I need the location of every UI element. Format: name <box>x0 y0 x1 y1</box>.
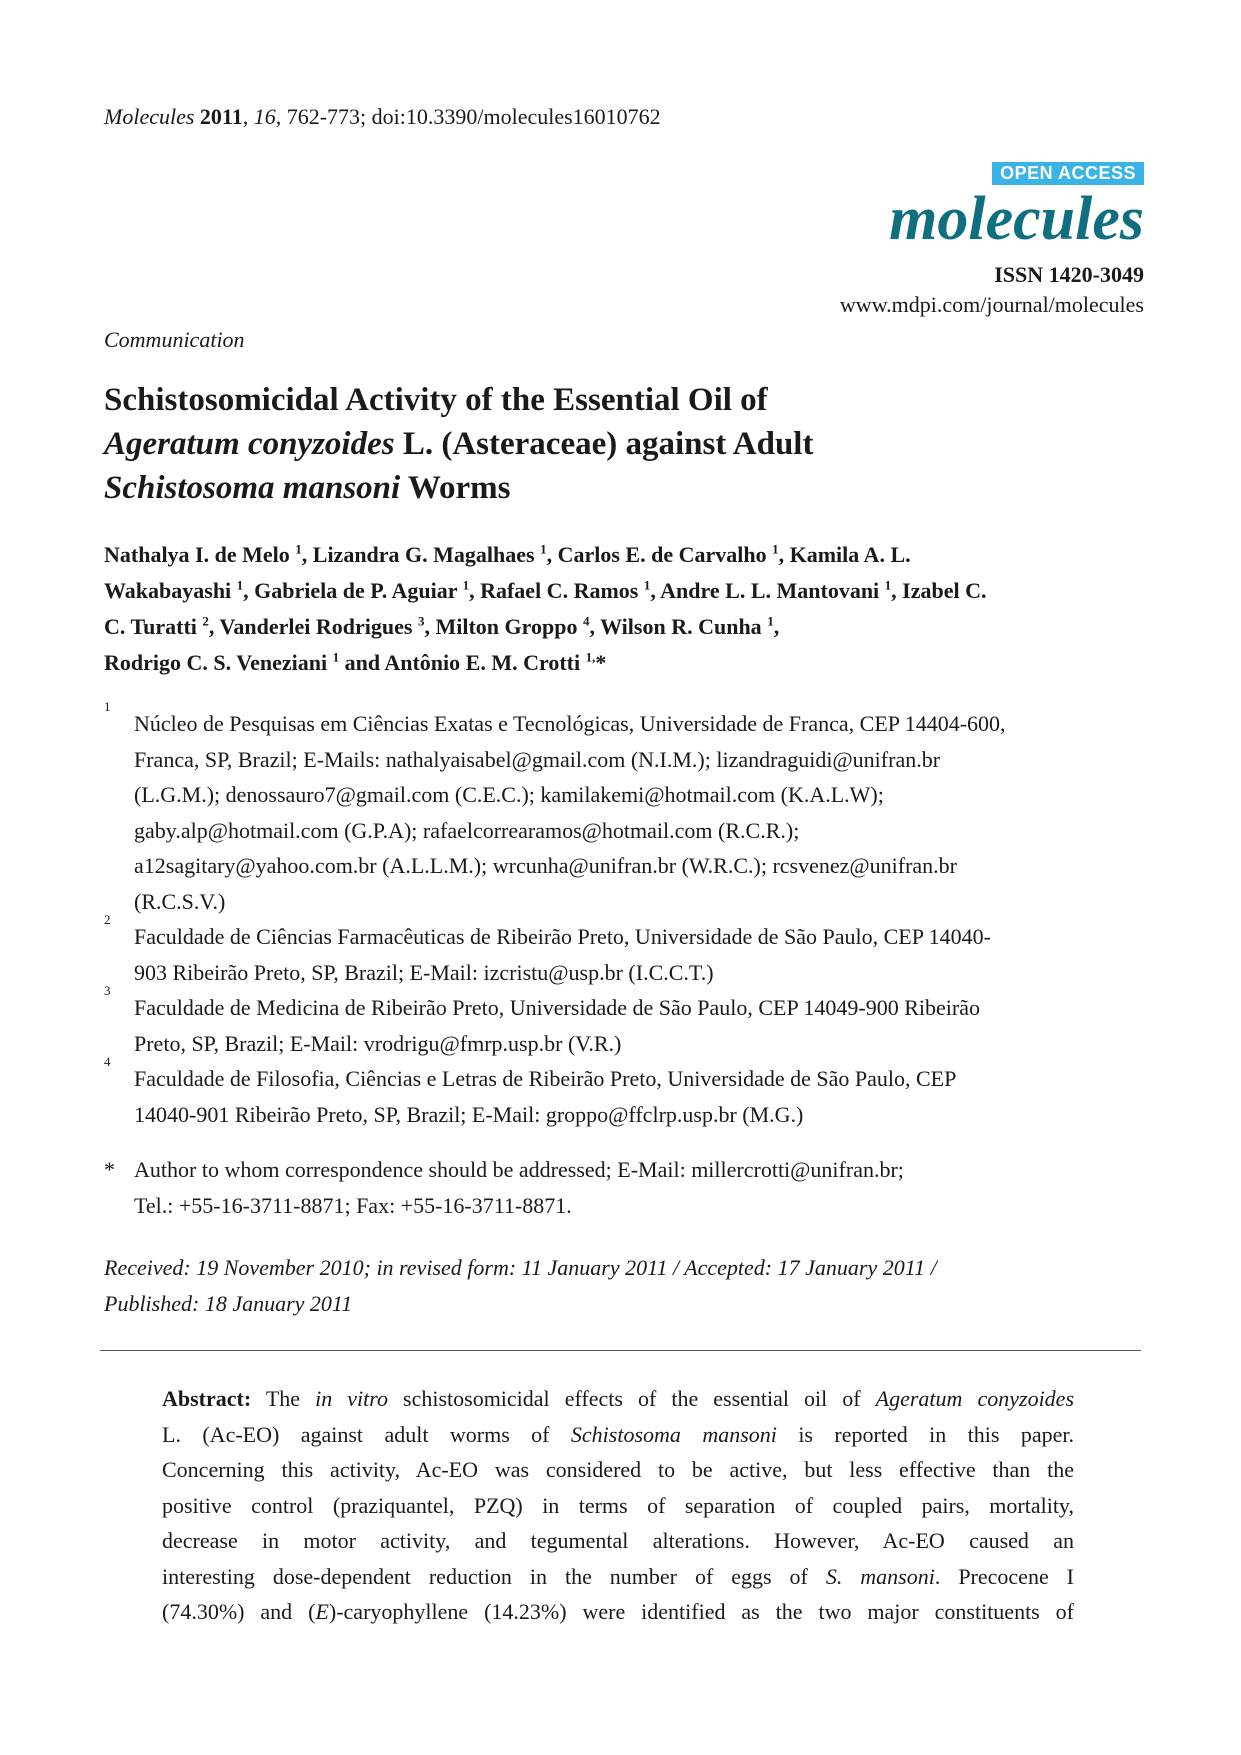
section-divider <box>100 1350 1141 1351</box>
affiliation-item <box>104 1054 1144 1132</box>
affiliation-line: 14040-901 Ribeirão Preto, SP, Brazil; E-Mail: groppo@ffclrp.usp.br (M.G.) <box>134 1101 804 1127</box>
abstract-line-4: positive control (praziquantel, PZQ) in terms of separation of coupled pairs, mortality, <box>162 1492 1074 1518</box>
abstract-text: is reported in this paper. <box>776 1421 1074 1447</box>
abstract-label: Abstract: <box>162 1386 252 1411</box>
correspondence-line-2: Tel.: +55-16-3711-8871; Fax: +55-16-3711-8871. <box>134 1192 572 1218</box>
publication-dates <box>104 1250 1144 1321</box>
author-affiliation-marker: 3 <box>417 613 425 629</box>
author-separator: , <box>778 542 790 567</box>
author-name: Izabel C. <box>902 578 987 603</box>
author-affiliation-marker: 1 <box>295 541 302 557</box>
open-access-badge: OPEN ACCESS <box>992 162 1144 185</box>
journal-url[interactable]: www.mdpi.com/journal/molecules <box>839 292 1144 317</box>
journal-logo: molecules <box>889 185 1144 253</box>
author-line <box>104 573 1144 609</box>
title-line-3-rest: Worms <box>400 470 511 506</box>
title-species-2: Schistosoma mansoni <box>104 470 401 506</box>
author-affiliation-marker: 1 <box>236 577 244 593</box>
affiliation-line: (R.C.S.V.) <box>134 888 226 914</box>
abstract-italic: in vitro <box>315 1386 388 1411</box>
abstract <box>162 1381 1074 1630</box>
author-line <box>104 645 1144 681</box>
author-line <box>104 537 1144 573</box>
issn: ISSN 1420-3049 <box>994 262 1144 287</box>
affiliation-line: Faculdade de Medicina de Ribeirão Preto, Universidade de São Paulo, CEP 14049-900 Ribeirão <box>134 995 980 1020</box>
author-affiliation-marker: 1 <box>332 649 340 665</box>
author-affiliation-marker: 1 <box>772 541 779 557</box>
abstract-text: The <box>251 1386 316 1411</box>
author-affiliation-marker: 1 <box>540 541 547 557</box>
affiliation-list <box>104 699 1144 1132</box>
citation-year: 2011 <box>199 104 243 129</box>
author-line <box>104 609 1144 645</box>
author-separator: , <box>301 542 313 567</box>
author-name: Nathalya I. de Melo <box>104 542 296 567</box>
author-separator: , <box>891 578 903 603</box>
affiliation-line: a12sagitary@yahoo.com.br (A.L.L.M.); wrcunha@unifran.br (W.R.C.); rcsvenez@unifran.br <box>134 853 958 878</box>
author-name: Wakabayashi <box>104 578 237 603</box>
author-list <box>104 537 1144 681</box>
author-name: C. Turatti <box>104 614 203 639</box>
author-name: Gabriela de P. Aguiar <box>254 578 463 603</box>
abstract-text: schistosomicidal effects of the essential oil of <box>387 1386 876 1411</box>
author-separator: , <box>469 578 481 603</box>
affiliation-item <box>104 699 1144 919</box>
correspondence <box>104 1152 1144 1223</box>
author-name: Wilson R. Cunha <box>600 614 768 639</box>
author-name: Rafael C. Ramos <box>480 578 644 603</box>
author-affiliation-marker: 4 <box>582 613 590 629</box>
affiliation-line: Núcleo de Pesquisas em Ciências Exatas e Tecnológicas, Universidade de Franca, CEP 14404-600, <box>134 711 1006 736</box>
author-name: Vanderlei Rodrigues <box>219 614 418 639</box>
dates-line-2: Published: 18 January 2011 <box>104 1290 353 1316</box>
paper-title <box>104 378 1144 510</box>
article-type: Communication <box>104 327 245 352</box>
abstract-italic: E <box>315 1599 329 1624</box>
author-affiliation-marker: 1 <box>767 613 774 629</box>
abstract-line-3: Concerning this activity, Ac-EO was considered to be active, but less effective than the <box>162 1457 1074 1482</box>
author-name: Kamila A. L. <box>789 542 911 567</box>
title-line-2-rest: L. (Asteraceae) against Adult <box>394 426 814 462</box>
citation-line: Molecules 2011, 16, 762-773; doi:10.3390/molecules16010762 <box>104 104 661 129</box>
abstract-text: )-caryophyllene (14.23%) were identified as the two major constituents of <box>328 1599 1074 1624</box>
affiliation-number: 3 <box>104 983 111 998</box>
citation-volume: 16 <box>253 104 276 129</box>
affiliation-line: Preto, SP, Brazil; E-Mail: vrodrigu@fmrp.usp.br (V.R.) <box>134 1030 622 1056</box>
correspondence-star: * <box>104 1157 115 1182</box>
author-separator: , <box>773 614 780 639</box>
affiliation-line: (L.G.M.); denossauro7@gmail.com (C.E.C.); kamilakemi@hotmail.com (K.A.L.W); <box>134 782 884 807</box>
citation-pages-doi: , 762-773; doi:10.3390/molecules16010762 <box>275 104 661 129</box>
affiliation-line: Franca, SP, Brazil; E-Mails: nathalyaisabel@gmail.com (N.I.M.); lizandraguidi@unifran.br <box>134 746 941 772</box>
author-separator: and <box>339 650 385 675</box>
abstract-italic: S. mansoni <box>825 1563 935 1589</box>
author-separator: , <box>208 614 220 639</box>
author-separator: * <box>595 650 607 675</box>
affiliation-number: 4 <box>104 1054 111 1069</box>
affiliation-line: 903 Ribeirão Preto, SP, Brazil; E-Mail: izcristu@usp.br (I.C.C.T.) <box>134 959 714 985</box>
author-separator: , <box>589 614 601 639</box>
affiliation-item <box>104 983 1144 1061</box>
author-name: Andre L. L. Mantovani <box>660 578 885 603</box>
abstract-line-5: decrease in motor activity, and tegumental alterations. However, Ac-EO caused an <box>162 1528 1074 1553</box>
abstract-italic: Ageratum conyzoides <box>875 1386 1075 1411</box>
title-line-1: Schistosomicidal Activity of the Essential Oil of <box>104 382 768 418</box>
affiliation-line: gaby.alp@hotmail.com (G.P.A); rafaelcorrearamos@hotmail.com (R.C.R.); <box>134 817 800 843</box>
affiliation-item <box>104 912 1144 990</box>
abstract-text: L. (Ac-EO) against adult worms of <box>162 1421 571 1447</box>
abstract-text: interesting dose-dependent reduction in the number of eggs of <box>162 1563 826 1589</box>
citation-journal: Molecules <box>104 104 195 129</box>
abstract-line-2 <box>162 1417 1074 1453</box>
affiliation-line: Faculdade de Ciências Farmacêuticas de Ribeirão Preto, Universidade de São Paulo, CEP 14040- <box>134 924 991 949</box>
correspondence-line-1: Author to whom correspondence should be addressed; E-Mail: millercrotti@unifran.br; <box>134 1157 904 1182</box>
affiliation-number: 2 <box>104 912 111 927</box>
author-affiliation-marker: 1, <box>585 649 596 665</box>
title-species-1: Ageratum conyzoides <box>104 426 395 462</box>
author-affiliation-marker: 1 <box>884 577 892 593</box>
dates-line-1: Received: 19 November 2010; in revised form: 11 January 2011 / Accepted: 17 January 2011 / <box>104 1255 937 1280</box>
affiliation-number: 1 <box>104 699 111 714</box>
title-line-2 <box>104 422 1144 466</box>
author-affiliation-marker: 1 <box>643 577 651 593</box>
affiliation-line: Faculdade de Filosofia, Ciências e Letras de Ribeirão Preto, Universidade de São Paulo, CEP <box>134 1066 957 1091</box>
author-name: Antônio E. M. Crotti <box>384 650 586 675</box>
author-affiliation-marker: 2 <box>202 613 209 629</box>
abstract-text: (74.30%) and ( <box>162 1599 316 1624</box>
author-separator: , <box>650 578 661 603</box>
abstract-italic: Schistosoma mansoni <box>570 1421 777 1447</box>
abstract-line-6 <box>162 1559 1074 1595</box>
abstract-line-1 <box>162 1381 1074 1417</box>
author-name: Lizandra G. Magalhaes <box>312 542 541 567</box>
author-name: Carlos E. de Carvalho <box>557 542 773 567</box>
author-separator: , <box>243 578 255 603</box>
author-separator: , <box>546 542 558 567</box>
author-name: Rodrigo C. S. Veneziani <box>104 650 333 675</box>
title-line-3 <box>104 466 1144 510</box>
author-name: Milton Groppo <box>435 614 583 639</box>
abstract-line-7 <box>162 1594 1074 1630</box>
author-separator: , <box>424 614 436 639</box>
author-affiliation-marker: 1 <box>462 577 470 593</box>
abstract-text: . Precocene I <box>934 1563 1074 1589</box>
